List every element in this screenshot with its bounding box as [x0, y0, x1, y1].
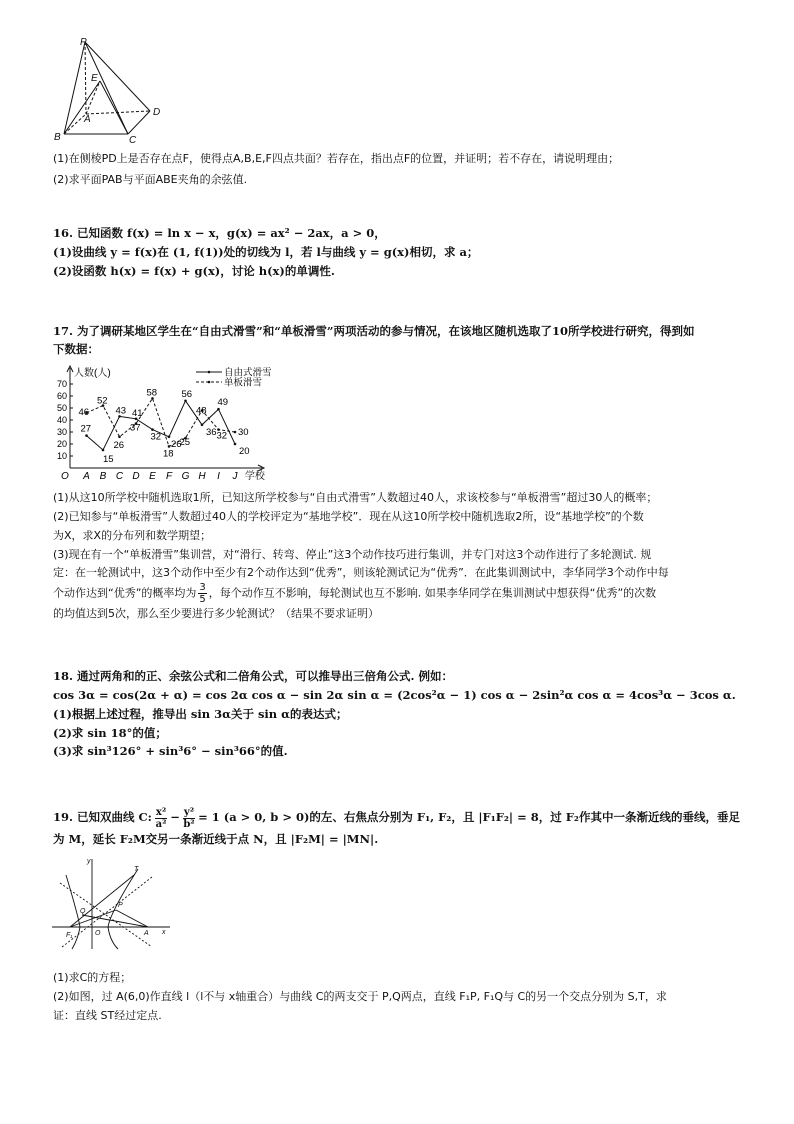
- data-point: [168, 436, 171, 439]
- data-label: 32: [216, 430, 228, 442]
- q16-stem: 16. 已知函数 f(x) = ln x − x，g(x) = ax² − 2ax，a > 0，: [53, 226, 386, 240]
- fig-label-T: T: [134, 866, 139, 873]
- frac1-num: x²: [155, 806, 167, 818]
- q19-stem-post: = 1 (a > 0, b > 0)的左、右焦点分别为 F₁, F₂，且 |F₁F₂| = 8，过 F₂作其中一条渐近线的垂线，垂足: [198, 810, 740, 824]
- x-tick-label: A: [83, 471, 90, 480]
- data-point: [217, 408, 220, 411]
- data-point: [234, 443, 237, 446]
- x-tick-label: I: [217, 471, 220, 480]
- pyramid-figure: [50, 36, 180, 146]
- y-tick-label: 20: [56, 439, 67, 449]
- frac2-num: y²: [183, 806, 195, 818]
- frac2-den: b²: [183, 818, 195, 830]
- q15-part1: (1)在侧棱PD上是否存在点F，使得点A,B,E,F四点共面？若存在，指出点F的位置，并证明；若不存在，请说明理由；: [53, 152, 620, 165]
- fig-label-x: x: [162, 929, 166, 936]
- q18-part1: (1)根据上述过程，推导出 sin 3α关于 sin α的表达式；: [53, 707, 348, 721]
- y-tick-label: 50: [56, 403, 67, 413]
- x-tick-label: H: [198, 471, 206, 480]
- x-tick-label: B: [99, 471, 107, 480]
- legend-marker-2: [208, 381, 211, 384]
- x-tick-label: J: [232, 471, 238, 480]
- data-point: [102, 449, 105, 452]
- data-label: 43: [115, 405, 127, 417]
- legend-label-1: 自由式滑雪: [224, 367, 272, 379]
- data-label: 20: [239, 446, 250, 457]
- label-D: D: [153, 107, 161, 118]
- y-axis-label: 人数(人): [74, 368, 111, 379]
- data-point: [151, 428, 154, 431]
- fig-label-P: P: [118, 902, 123, 909]
- q19-stem-pre: 19. 已知双曲线 C:: [53, 810, 152, 824]
- legend-label-2: 单板滑雪: [224, 377, 263, 389]
- data-label: 58: [146, 387, 158, 399]
- frac1-den: a²: [155, 818, 167, 830]
- x-tick-label: E: [149, 471, 156, 480]
- x-tick-label: G: [181, 471, 190, 480]
- fraction-denominator: 5: [199, 594, 206, 605]
- data-label: 41: [132, 407, 143, 419]
- q17-stem-line1: 17. 为了调研某地区学生在“自由式滑雪”和“单板滑雪”两项活动的参与情况，在该地区随机选取了10所学校进行研究，得到如: [53, 324, 695, 338]
- data-label: 49: [217, 397, 229, 409]
- x-axis-label: 学校: [244, 471, 265, 480]
- label-B: B: [54, 132, 61, 143]
- data-label: 52: [97, 395, 108, 407]
- y-tick-label: 10: [56, 451, 67, 461]
- data-label: 30: [238, 427, 249, 438]
- data-label: 36: [206, 426, 217, 438]
- data-point: [118, 436, 121, 439]
- q17-part1: (1)从这10所学校中随机选取1所，已知这所学校参与“自由式滑雪”人数超过40人，求该校参与“单板滑雪”超过30人的概率；: [53, 491, 658, 504]
- minus-sign: −: [170, 810, 180, 824]
- q17-part3-line2: 定：在一轮测试中，这3个动作中至少有2个动作达到“优秀”，则该轮测试记为“优秀”．在此集训测试中，李华同学3个动作中每: [53, 566, 669, 579]
- series-line-1: [87, 401, 236, 450]
- y-tick-label: 40: [56, 415, 67, 425]
- data-label: 26: [171, 438, 182, 450]
- data-label: 48: [196, 405, 207, 417]
- data-point: [168, 445, 171, 448]
- y-tick-label: 60: [56, 391, 67, 401]
- data-point: [85, 434, 88, 437]
- x-tick-label: D: [132, 471, 140, 480]
- q18-formula: cos 3α = cos(2α + α) = cos 2α cos α − sin 2α sin α = (2cos²α − 1) cos α − 2sin²α cos α = 4cos³α − 3cos α.: [53, 688, 736, 702]
- q18-stem: 18. 通过两角和的正、余弦公式和二倍角公式，可以推导出三倍角公式. 例如：: [53, 669, 454, 683]
- fig-label-A: A: [144, 930, 149, 937]
- q19-part2-line2: 证：直线 ST经过定点.: [53, 1009, 162, 1022]
- q17-stem-line2: 下数据：: [53, 342, 99, 356]
- label-P: P: [80, 37, 87, 48]
- data-label: 15: [103, 454, 114, 465]
- q17-part3-line4: 的均值达到5次，那么至少要进行多少轮测试？（结果不要求证明）: [53, 607, 379, 620]
- legend-marker-1: [208, 371, 211, 374]
- q17-part2-line1: (2)已知参与“单板滑雪”人数超过40人的学校评定为“基地学校”．现在从这10所学校中随机选取2所，设“基地学校”的个数: [53, 510, 644, 523]
- q17-part2-line2: 为X，求X的分布列和数学期望；: [53, 529, 212, 542]
- data-label: 32: [150, 431, 162, 443]
- q19-stem-line1: [53, 805, 740, 830]
- fraction-numerator: 3: [199, 582, 206, 593]
- x-tick-label: C: [115, 471, 124, 480]
- data-label: 27: [80, 423, 92, 435]
- data-point: [234, 431, 237, 434]
- y2-over-b2: [183, 807, 195, 830]
- q16-part1: (1)设曲线 y = f(x)在 (1, f(1))处的切线为 l，若 l与曲线 y = g(x)相切，求 a；: [53, 245, 479, 259]
- q16-part2: (2)设函数 h(x) = f(x) + g(x)，讨论 h(x)的单调性.: [53, 264, 335, 278]
- line-chart: [50, 362, 280, 480]
- label-E: E: [91, 73, 98, 84]
- data-label: 18: [163, 448, 174, 460]
- fig-label-Q: Q: [80, 908, 86, 915]
- fig-label-F1: F₁: [66, 932, 73, 939]
- q18-part3: (3)求 sin³126° + sin³6° − sin³66°的值.: [53, 744, 288, 758]
- fig-label-y: y: [87, 858, 91, 865]
- data-point: [184, 400, 187, 403]
- data-point: [201, 424, 204, 427]
- label-C: C: [129, 135, 137, 146]
- y-tick-label: 70: [56, 379, 67, 389]
- q19-part1: (1)求C的方程；: [53, 971, 132, 984]
- data-label: 56: [181, 388, 193, 400]
- y-tick-label: 30: [56, 427, 67, 437]
- x-tick-label: F: [165, 471, 173, 480]
- q17-part3-line3: [53, 582, 656, 605]
- data-label: 26: [113, 439, 125, 451]
- q15-part2: (2)求平面PAB与平面ABE夹角的余弦值.: [53, 173, 248, 186]
- q19-part2-line1: (2)如图，过 A(6,0)作直线 l（l不与 x轴重合）与曲线 C的两支交于 P,Q两点，直线 F₁P, F₁Q与 C的另一个交点分别为 S,T，求: [53, 990, 667, 1003]
- q18-part2: (2)求 sin 18°的值；: [53, 726, 167, 740]
- hyperbola-figure: [52, 855, 172, 950]
- data-label: 37: [130, 422, 141, 434]
- label-A: A: [84, 114, 91, 125]
- data-label: 25: [179, 437, 191, 448]
- q19-stem-line2: 为 M，延长 F₂M交另一条渐近线于点 N，且 |F₂M| = |MN|.: [53, 832, 379, 846]
- fig-label-O: O: [95, 930, 101, 937]
- data-label: 46: [78, 406, 90, 418]
- q17-part3-line3-post: ，每个动作互不影响，每轮测试也互不影响. 如果李华同学在集训测试中想获得“优秀”的次数: [208, 586, 657, 600]
- q17-part3-line1: (3)现在有一个“单板滑雪”集训营，对“滑行、转弯、停止”这3个动作技巧进行集训，并专门对这3个动作进行了多轮测试. 规: [53, 548, 652, 561]
- q17-part3-line3-pre: 个动作达到“优秀”的概率均为: [53, 586, 197, 600]
- origin-label: O: [61, 471, 69, 480]
- x2-over-a2: [155, 807, 167, 830]
- probability-fraction: [198, 582, 206, 605]
